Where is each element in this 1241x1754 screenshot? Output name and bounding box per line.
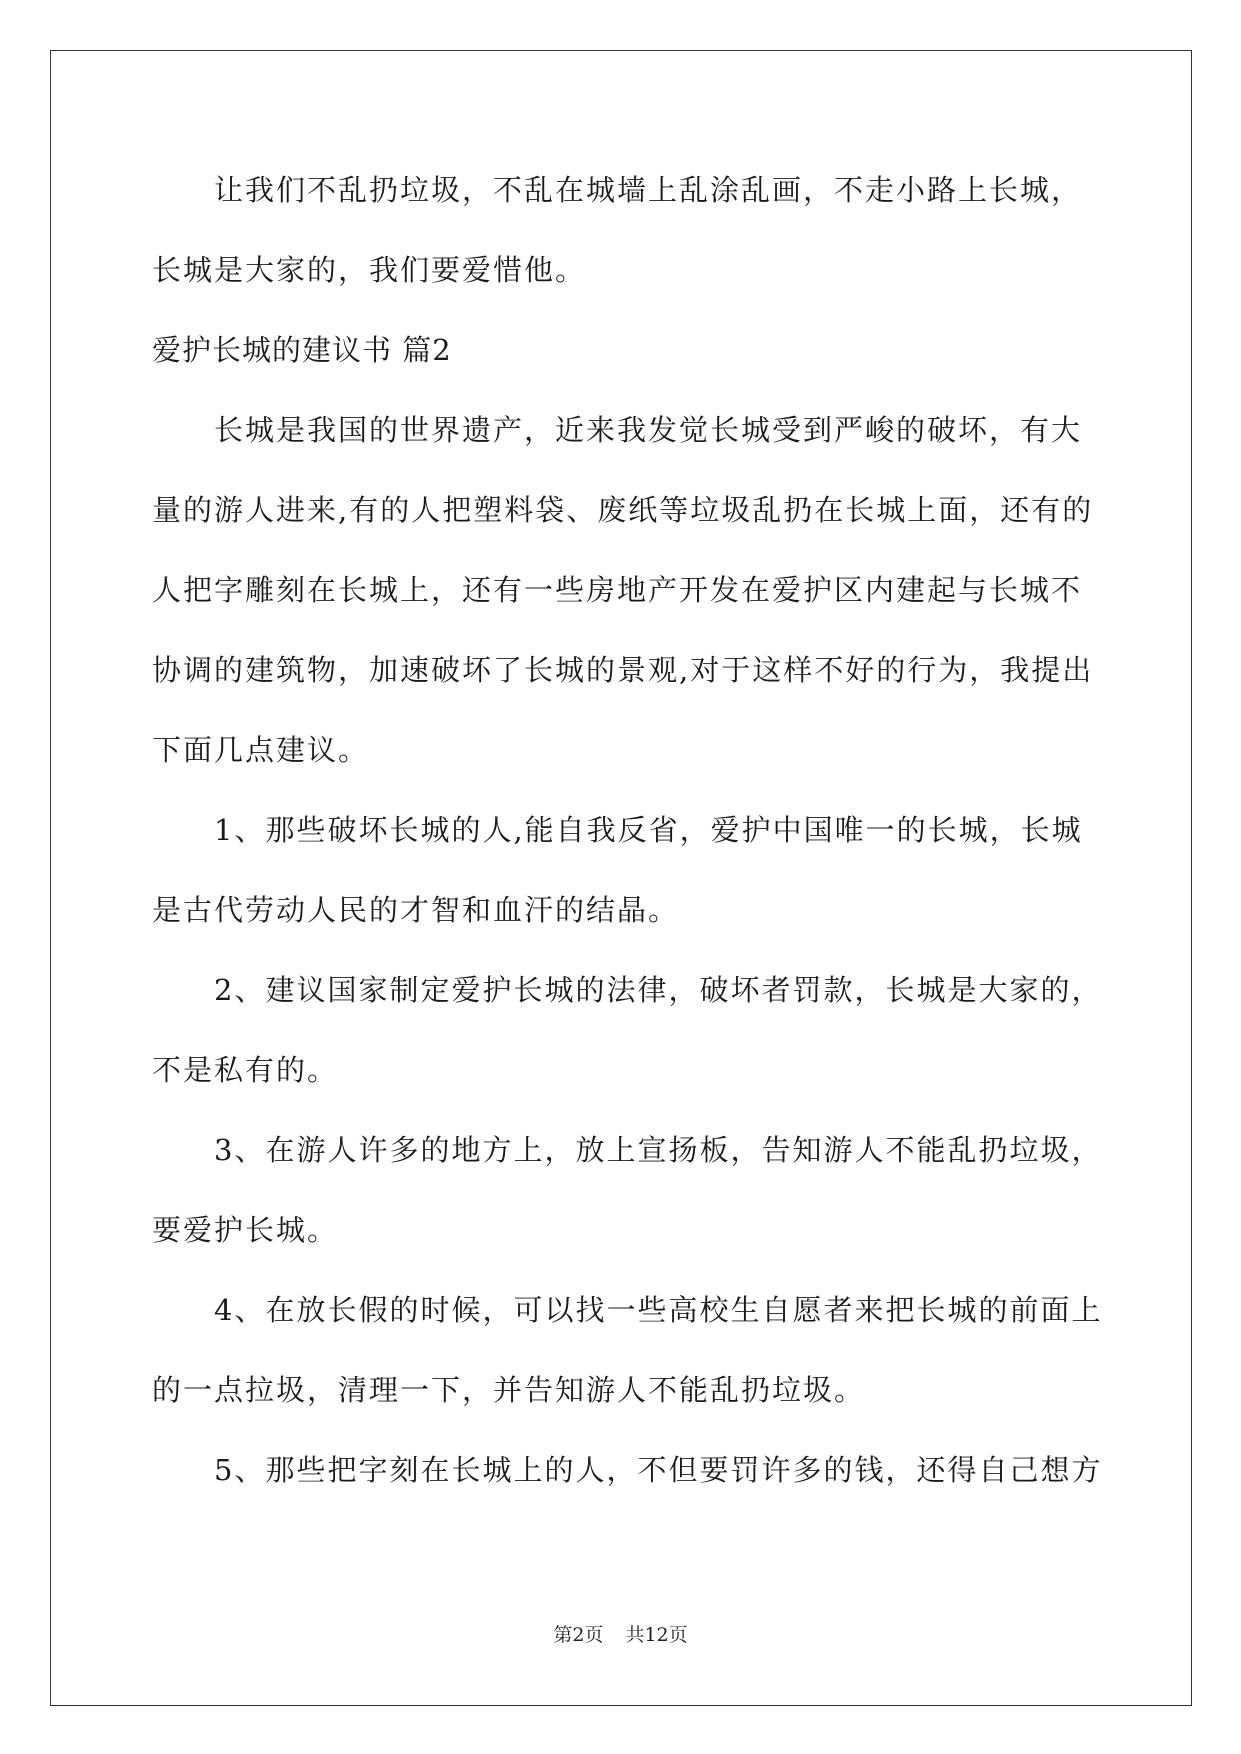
paragraph-line: 量的游人进来,有的人把塑料袋、废纸等垃圾乱扔在长城上面，还有的 [152, 493, 1094, 527]
list-item-line: 不是私有的。 [152, 1053, 339, 1087]
paragraph-line: 长城是我国的世界遗产，近来我发觉长城受到严峻的破坏，有大 [214, 413, 1083, 447]
list-item-line: 要爱护长城。 [152, 1213, 339, 1247]
document-body [152, 160, 1103, 1520]
list-item-line: 5、那些把字刻在长城上的人，不但要罚许多的钱，还得自己想方 [214, 1453, 1103, 1487]
list-item-line: 4、在放长假的时候，可以找一些高校生自愿者来把长城的前面上 [214, 1293, 1103, 1327]
paragraph-line: 人把字雕刻在长城上，还有一些房地产开发在爱护区内建起与长城不 [152, 573, 1083, 607]
paragraph-line: 长城是大家的，我们要爱惜他。 [152, 253, 587, 287]
list-item-line: 1、那些破坏长城的人,能自我反省，爱护中国唯一的长城，长城 [214, 813, 1083, 847]
list-item-line: 的一点拉圾，清理一下，并告知游人不能乱扔垃圾。 [152, 1373, 866, 1407]
list-item-line: 3、在游人许多的地方上，放上宣扬板，告知游人不能乱扔垃圾， [214, 1133, 1103, 1167]
page-number: 第2页 [553, 1624, 604, 1646]
list-item-line: 是古代劳动人民的才智和血汗的结晶。 [152, 893, 680, 927]
section-heading: 爱护长城的建议书 篇2 [152, 333, 452, 367]
list-item-line: 2、建议国家制定爱护长城的法律，破坏者罚款，长城是大家的， [214, 973, 1103, 1007]
page-footer [0, 1620, 1241, 1647]
page-total: 共12页 [625, 1624, 688, 1646]
paragraph-line: 下面几点建议。 [152, 733, 370, 767]
paragraph-line: 协调的建筑物，加速破坏了长城的景观,对于这样不好的行为，我提出 [152, 653, 1094, 687]
paragraph-line: 让我们不乱扔垃圾，不乱在城墙上乱涂乱画，不走小路上长城， [214, 173, 1083, 207]
